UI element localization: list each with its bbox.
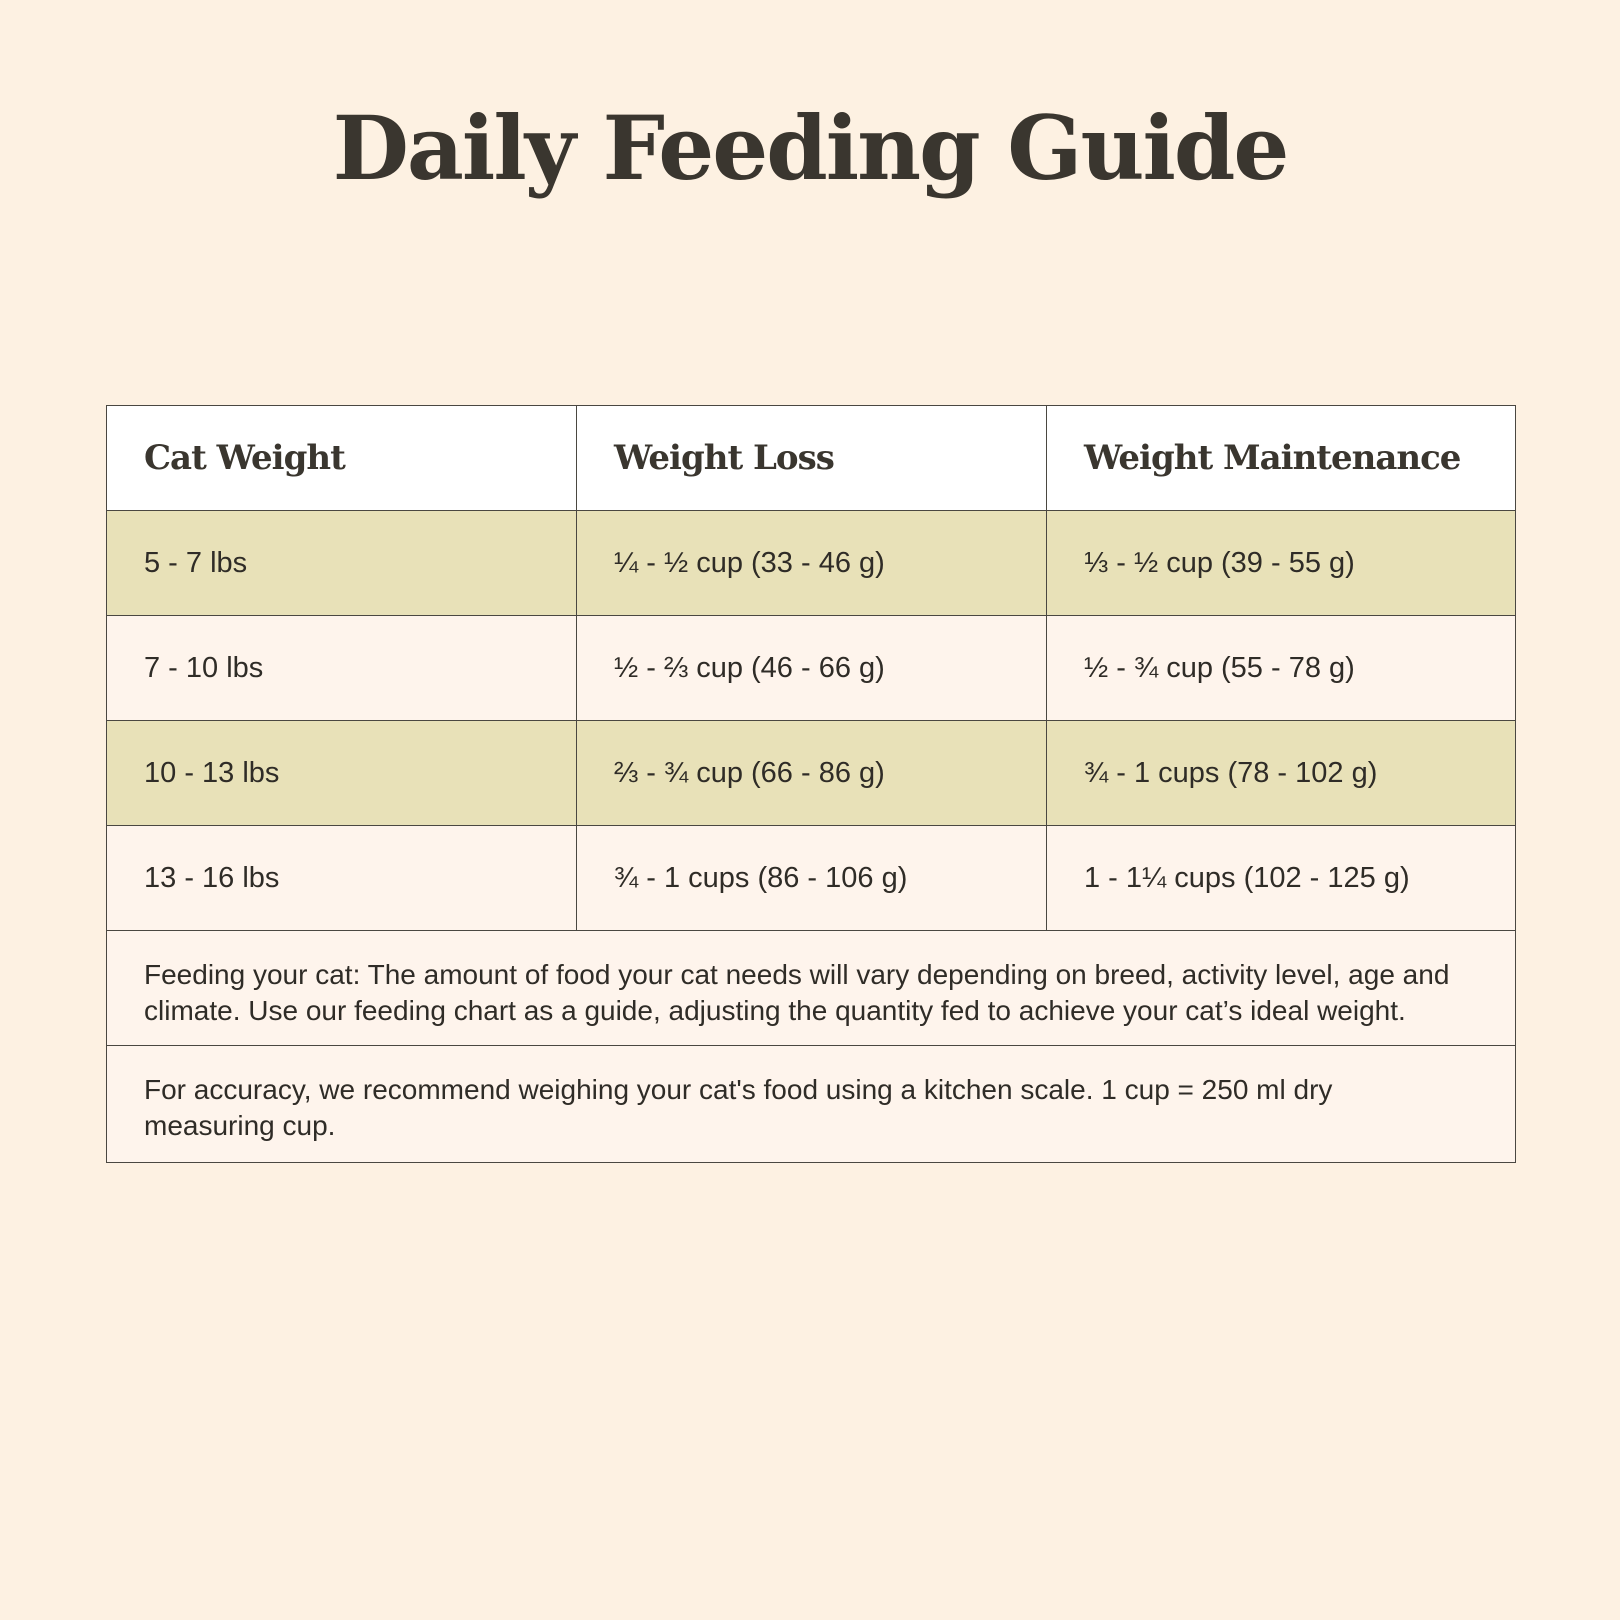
table-row: [107, 511, 1516, 616]
feeding-table: [106, 405, 1516, 1163]
feeding-note-row: [107, 931, 1516, 1046]
cell-cat-weight: 13 - 16 lbs: [107, 826, 577, 931]
header-weight-maintenance: Weight Maintenance: [1047, 406, 1516, 511]
cell-weight-loss: ⅔ - ¾ cup (66 - 86 g): [577, 721, 1047, 826]
cell-cat-weight: 7 - 10 lbs: [107, 616, 577, 721]
feeding-note: Feeding your cat: The amount of food your cat needs will vary depending on breed, activity level, age and climate. Use our feeding chart as a guide, adjusting the quantity fed to achieve your cat’s ideal weight.: [107, 931, 1516, 1046]
cell-weight-loss: ¾ - 1 cups (86 - 106 g): [577, 826, 1047, 931]
table-row: [107, 721, 1516, 826]
cell-weight-maintenance: ⅓ - ½ cup (39 - 55 g): [1047, 511, 1516, 616]
header-cat-weight: Cat Weight: [107, 406, 577, 511]
page-title: Daily Feeding Guide: [332, 96, 1288, 200]
table-row: [107, 616, 1516, 721]
cell-cat-weight: 10 - 13 lbs: [107, 721, 577, 826]
accuracy-note-row: [107, 1046, 1516, 1163]
cell-weight-maintenance: ¾ - 1 cups (78 - 102 g): [1047, 721, 1516, 826]
cell-weight-loss: ¼ - ½ cup (33 - 46 g): [577, 511, 1047, 616]
cell-weight-maintenance: 1 - 1¼ cups (102 - 125 g): [1047, 826, 1516, 931]
header-weight-loss: Weight Loss: [577, 406, 1047, 511]
table-row: [107, 826, 1516, 931]
cell-weight-loss: ½ - ⅔ cup (46 - 66 g): [577, 616, 1047, 721]
table-header-row: [107, 406, 1516, 511]
cell-cat-weight: 5 - 7 lbs: [107, 511, 577, 616]
accuracy-note: For accuracy, we recommend weighing your cat's food using a kitchen scale. 1 cup = 250 ml dry measuring cup.: [107, 1046, 1516, 1163]
cell-weight-maintenance: ½ - ¾ cup (55 - 78 g): [1047, 616, 1516, 721]
